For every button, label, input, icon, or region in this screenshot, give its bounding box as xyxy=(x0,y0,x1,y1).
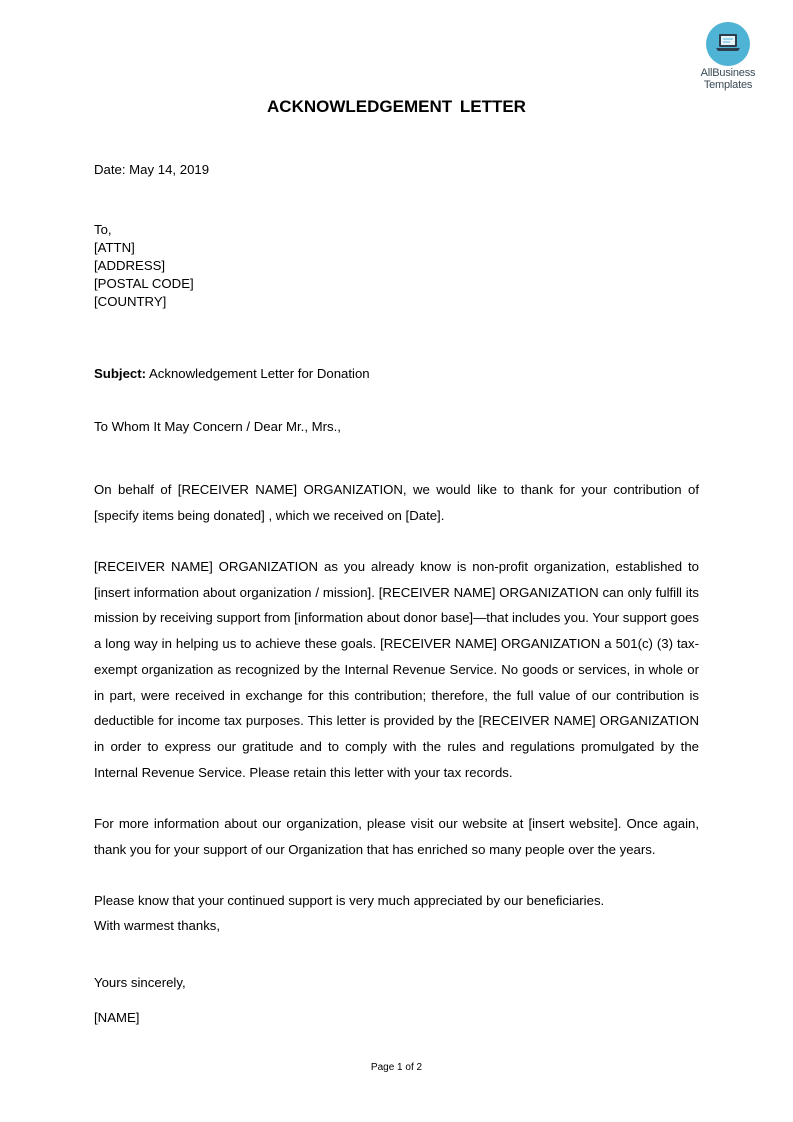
address-line-attn: [ATTN] xyxy=(94,240,135,255)
salutation: To Whom It May Concern / Dear Mr., Mrs., xyxy=(94,419,341,434)
allbusiness-templates-logo xyxy=(692,22,764,91)
paragraph-thanks: On behalf of [RECEIVER NAME] ORGANIZATION, we would like to thank for your contribution of [specify items being donated] , which we received on [Date]. xyxy=(94,482,699,523)
address-line-postal-code: [POSTAL CODE] xyxy=(94,276,194,291)
sign-off: Yours sincerely, xyxy=(94,975,186,990)
address-line-to: To, xyxy=(94,222,112,237)
closing-thanks: With warmest thanks, xyxy=(94,918,221,933)
subject-label: Subject: xyxy=(94,366,147,381)
logo-badge xyxy=(706,22,750,66)
logo-line-1: AllBusiness xyxy=(700,67,756,79)
logo-line-2: Templates xyxy=(703,79,753,91)
address-line-country: [COUNTRY] xyxy=(94,294,167,309)
signer-name: [NAME] xyxy=(94,1010,140,1025)
paragraph-organization: [RECEIVER NAME] ORGANIZATION as you already know is non-profit organization, established to [insert information about organization / mission]. [RECEIVER NAME] ORGANIZATION can only fulfill its mission by receiving support from [information about donor base]—that includes you. Your support goes a long way in helping us to achieve these goals. [RECEIVER NAME] ORGANIZATION a 501(c) (3) tax-exempt organization as recognized by the Internal Revenue Service. No goods or services, in whole or in part, were received in exchange for this contribution; therefore, the full value of our contribution is deductible for income tax purposes. This letter is provided by the [RECEIVER NAME] ORGANIZATION in order to express our gratitude and to comply with the rules and regulations promulgated by the Internal Revenue Service. Please retain this letter with your tax records. xyxy=(94,559,699,780)
laptop-icon xyxy=(715,33,741,53)
paragraph-more-info: For more information about our organization, please visit our website at [insert website]. Once again, thank you for your support of our Organization that has enriched so many people over the years. xyxy=(94,816,699,857)
address-line-address: [ADDRESS] xyxy=(94,258,166,273)
logo-text xyxy=(692,67,764,91)
closing-appreciation: Please know that your continued support is very much appreciated by our beneficiaries. xyxy=(94,893,605,908)
letter-title: ACKNOWLEDGEMENT LETTER xyxy=(267,97,526,116)
subject-line xyxy=(94,365,370,383)
page-number: Page 1 of 2 xyxy=(370,1062,423,1073)
letter-date: Date: May 14, 2019 xyxy=(94,162,210,177)
subject-text: Acknowledgement Letter for Donation xyxy=(146,366,370,381)
